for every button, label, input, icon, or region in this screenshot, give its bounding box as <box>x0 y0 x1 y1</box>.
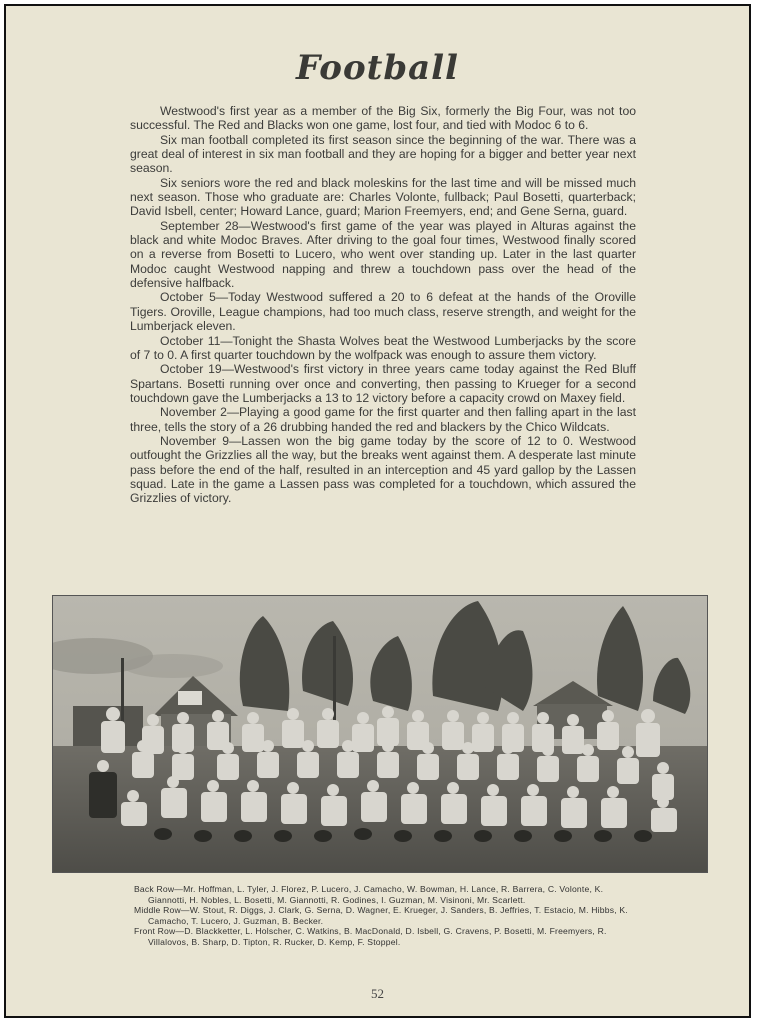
caption-back-row: Back Row—Mr. Hoffman, L. Tyler, J. Florez, P. Lucero, J. Camacho, W. Bowman, H. Lance, R. Barrera, C. Volonte, K. Giannotti, H. Nobles, L. Bosetti, M. Giannotti, R. Godines, I. Guzman, M. Visinoni, Mr. Scarlett. <box>134 884 604 905</box>
article-paragraph: October 5—Today Westwood suffered a 20 to 6 defeat at the hands of the Oroville Tigers. Oroville, League champions, had too much class, reserve strength, and weight for the Lumberjack eleven. <box>130 290 636 334</box>
caption-middle-row: Middle Row—W. Stout, R. Diggs, J. Clark, G. Serna, D. Wagner, E. Krueger, J. Sanders, B. Jeffries, T. Estacio, M. Hibbs, K. Camacho, T. Lucero, J. Guzman, B. Becker. <box>134 905 628 926</box>
yearbook-page <box>4 4 751 1018</box>
team-photo <box>52 595 708 873</box>
article-paragraph: Six man football completed its first season since the beginning of the war. There was a great deal of interest in six man football and they are hoping for a bigger and better year next season. <box>130 132 636 176</box>
photo-caption <box>134 884 628 948</box>
caption-front-row: Front Row—D. Blackketter, L. Holscher, C. Watkins, B. MacDonald, D. Isbell, G. Cravens, P. Bosetti, M. Freemyers, R. Villalovos, B. Sharp, D. Tipton, R. Rucker, D. Kemp, F. Stoppel. <box>134 926 607 947</box>
page-number: 52 <box>371 986 384 1001</box>
page-title: Football <box>296 48 459 88</box>
article-paragraph: November 2—Playing a good game for the first quarter and then falling apart in the last three, tells the story of a 26 drubbing handed the red and blackers by the Chico Wildcats. <box>130 405 636 434</box>
article-paragraph: Six seniors wore the red and black moleskins for the last time and will be missed much next season. Those who graduate are: Charles Volonte, fullback; Paul Bosetti, quarterback; David Isbell, center; Howard Lance, guard; Marion Freemyers, end; and Gene Serna, guard. <box>130 175 636 219</box>
article-paragraph: October 11—Tonight the Shasta Wolves beat the Westwood Lumberjacks by the score of 7 to 0. A first quarter touchdown by the wolfpack was enough to assure them victory. <box>130 333 636 362</box>
article-paragraph: Westwood's first year as a member of the Big Six, formerly the Big Four, was not too successful. The Red and Blacks won one game, lost four, and tied with Modoc 6 to 6. <box>130 104 636 133</box>
team-photo-illustration <box>53 596 707 872</box>
article-body <box>130 104 636 506</box>
article-paragraph: November 9—Lassen won the big game today by the score of 12 to 0. Westwood outfought the Grizzlies all the way, but the breaks went against them. A desperate last minute pass before the end of the half, resulted in an interception and 45 yard gallop by the Lassen squad. Late in the game a Lassen pass was completed for a touchdown, which assured the Grizzlies of victory. <box>130 433 636 506</box>
article-paragraph: September 28—Westwood's first game of the year was played in Alturas against the black and white Modoc Braves. After driving to the goal four times, Westwood finally scored on a reverse from Bosetti to Lucero, who went over standing up. Later in the last quarter Modoc caught Westwood napping and threw a touchdown pass over the head of the defensive halfback. <box>130 218 636 291</box>
article-paragraph: October 19—Westwood's first victory in three years came today against the Red Bluff Spartans. Bosetti running over once and converting, then passing to Krueger for a second touchdown gave the Lumberjacks a 13 to 12 victory before a capacity crowd on Maxey field. <box>130 362 636 405</box>
